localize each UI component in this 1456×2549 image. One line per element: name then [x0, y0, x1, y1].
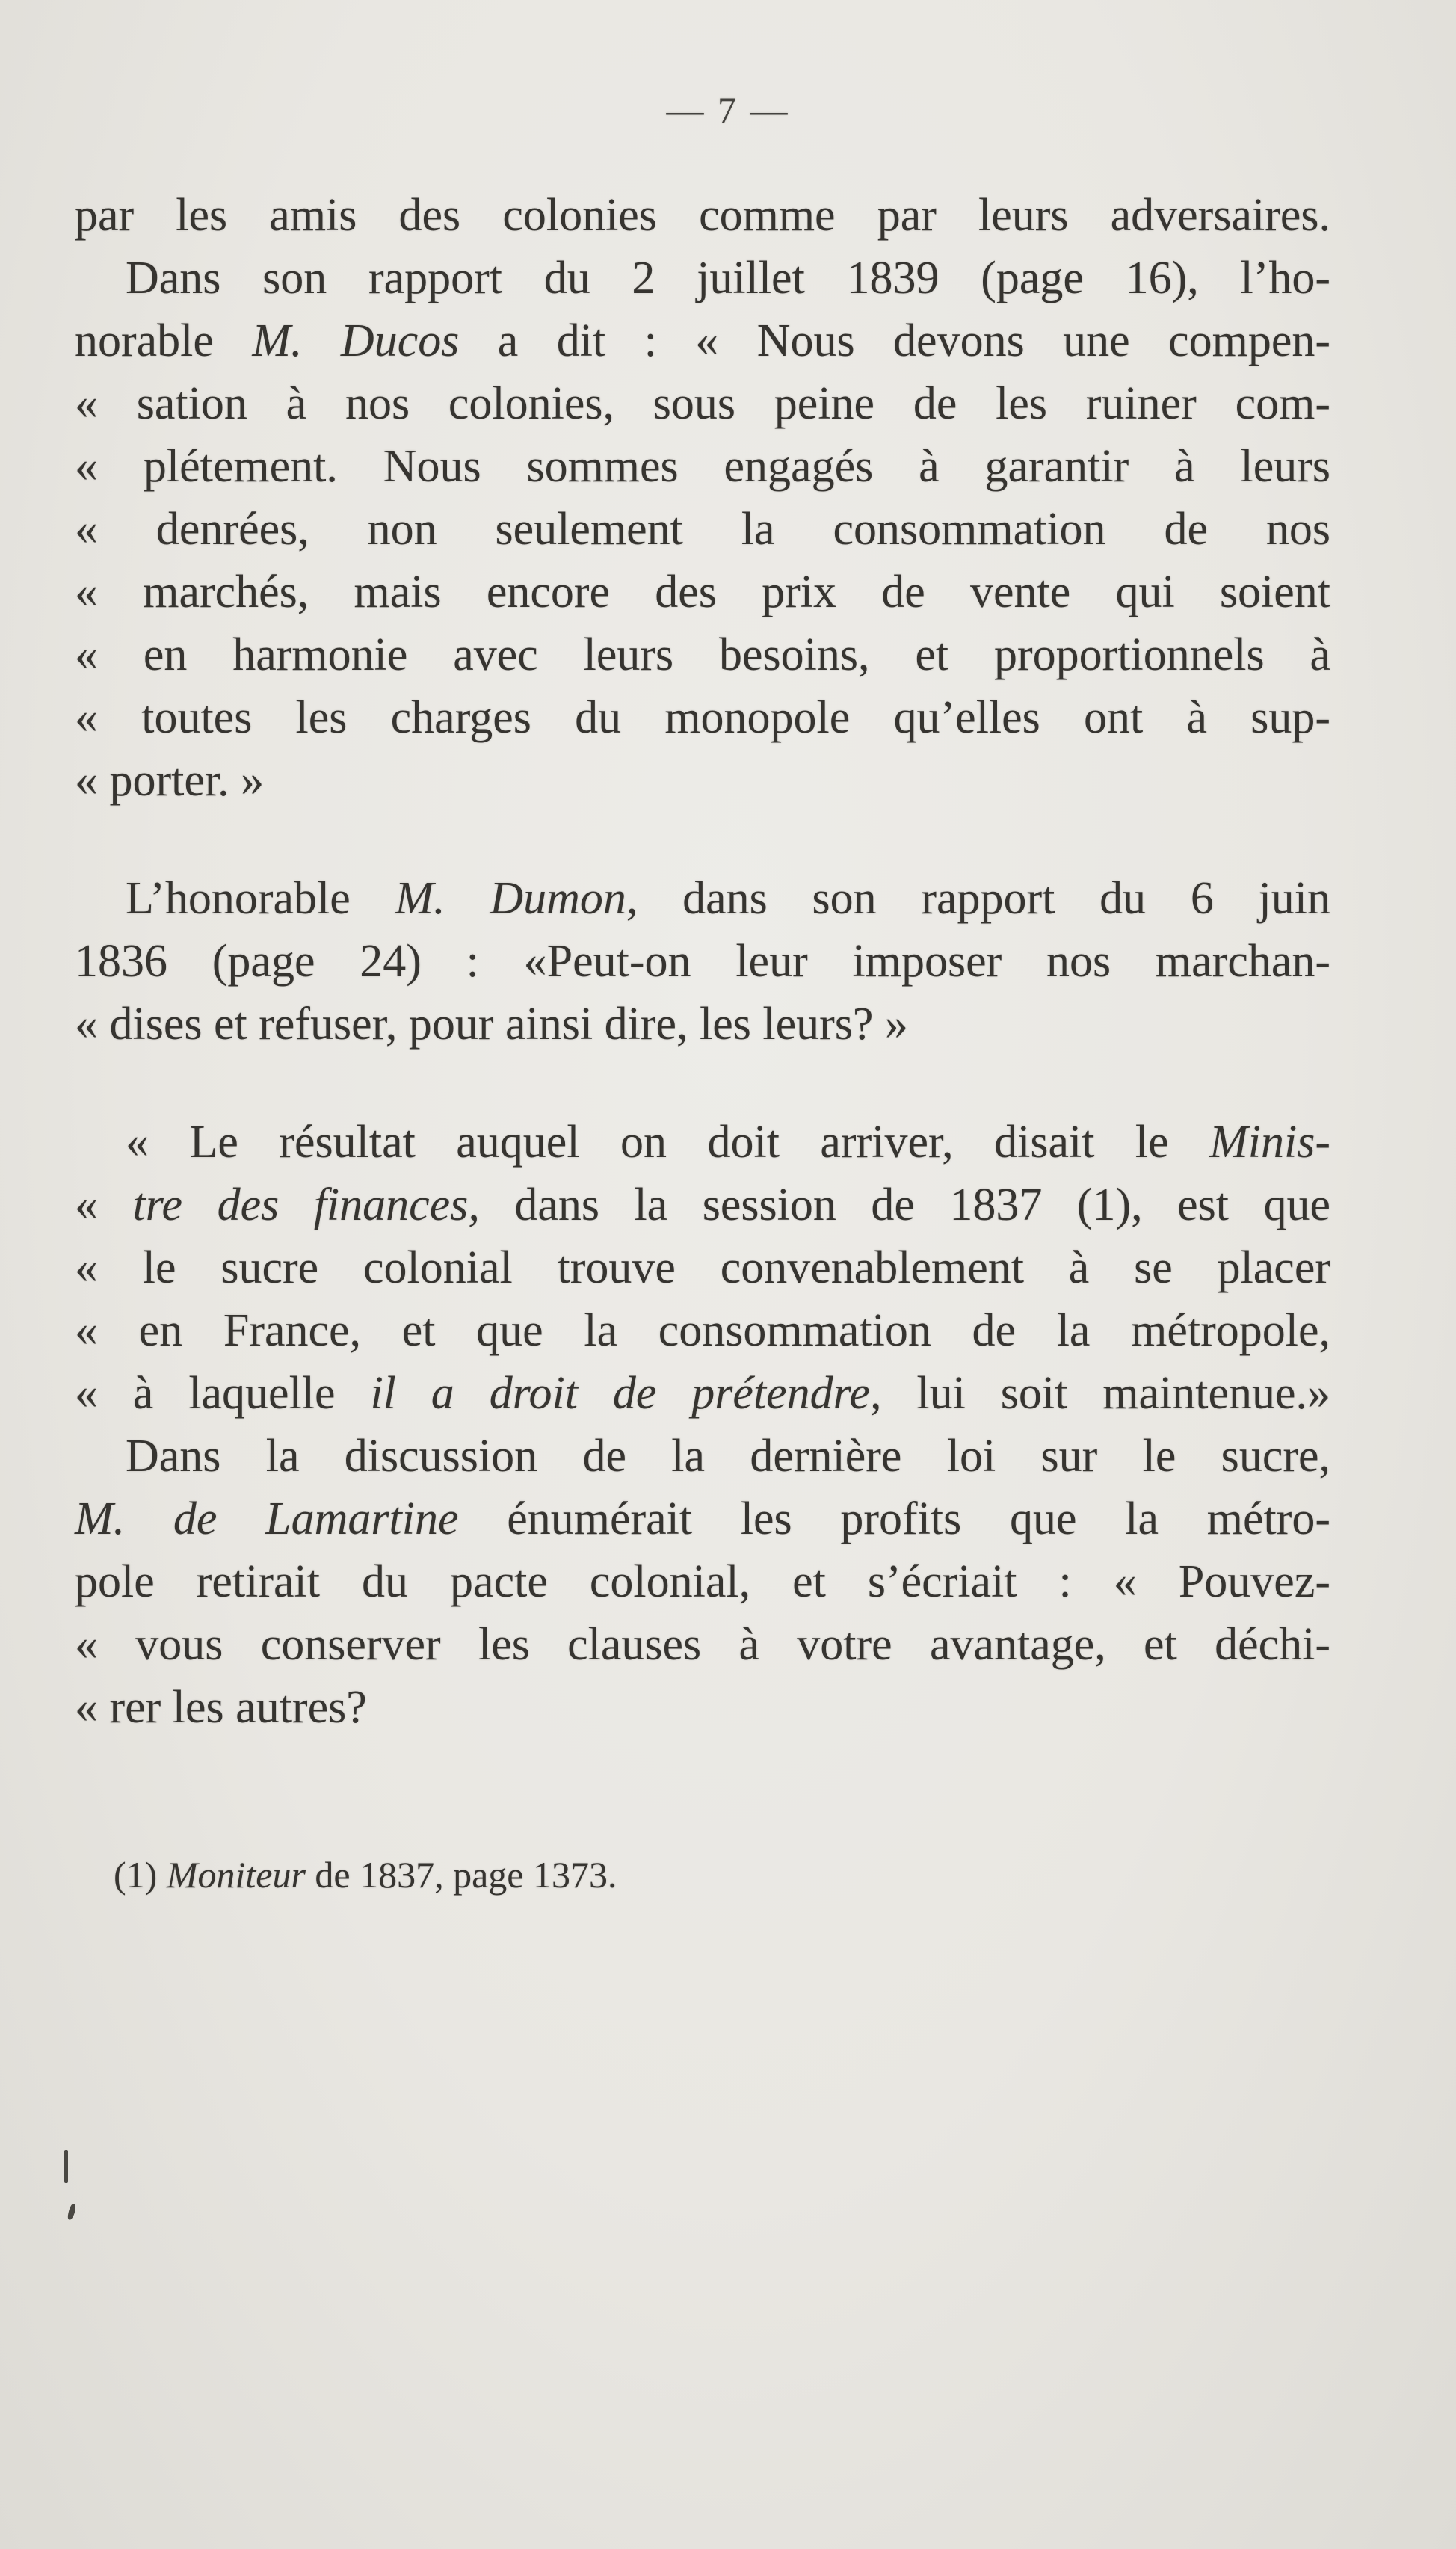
text-line: pole retirait du pacte colonial, et s’écriait : « Pouvez- [75, 1556, 1330, 1607]
text-segment: dans son rapport du 6 juin [638, 873, 1330, 924]
text-segment: lui soit maintenue.» [881, 1368, 1330, 1419]
text-line: « vous conserver les clauses à votre avantage, et déchi- [75, 1619, 1330, 1670]
text-line: « porter. » [75, 755, 265, 806]
page-number: — 7 — [666, 89, 790, 131]
text-line: « sation à nos colonies, sous peine de les ruiner com- [75, 378, 1330, 429]
text-line: 1836 (page 24) : «Peut-on leur imposer nos marchan- [75, 936, 1330, 987]
text-block [75, 184, 1330, 1739]
text-segment: a dit : « Nous devons une compen- [459, 315, 1330, 366]
text-segment: L’honorable [126, 873, 395, 924]
text-line: « denrées, non seulement la consommation de nos [75, 504, 1330, 555]
text-segment-italic: M. Ducos [252, 315, 460, 366]
text-line: « marchés, mais encore des prix de vente qui soient [75, 567, 1330, 617]
text-segment: « à laquelle [75, 1368, 371, 1419]
text-segment: norable [75, 315, 253, 366]
text-line: par les amis des colonies comme par leurs adversaires. [75, 190, 1330, 241]
text-line: « en France, et que la consommation de la métropole, [75, 1305, 1330, 1356]
footnote-marker: (1) [114, 1854, 167, 1896]
text-line: « rer les autres? [75, 1682, 367, 1733]
footnote-text: de 1837, page 1373. [305, 1854, 617, 1896]
text-segment-italic: Minis- [1209, 1117, 1330, 1168]
text-line [75, 1362, 1330, 1425]
text-segment: énumérait les profits que la métro- [458, 1494, 1330, 1544]
text-segment: « Le résultat auquel on doit arriver, disait le [126, 1117, 1210, 1168]
text-line [75, 1174, 1330, 1236]
text-segment-italic: il a droit de prétendre, [370, 1368, 882, 1419]
text-segment-italic: tre des finances, [132, 1180, 480, 1230]
text-line [75, 309, 1330, 372]
text-segment: « [75, 1180, 133, 1230]
footnote [114, 1852, 1456, 1897]
text-line: Dans la discussion de la dernière loi sur le sucre, [126, 1431, 1330, 1482]
text-segment: dans la session de 1837 (1), est que [479, 1180, 1330, 1230]
scan-artifact [64, 2150, 68, 2183]
text-line [75, 867, 1330, 930]
text-line: « dises et refuser, pour ainsi dire, les leurs? » [75, 999, 908, 1050]
text-line [75, 1111, 1330, 1174]
text-line [75, 1488, 1330, 1550]
scan-artifact [67, 2203, 76, 2220]
text-line: « le sucre colonial trouve convenablement à se placer [75, 1242, 1330, 1293]
text-line: Dans son rapport du 2 juillet 1839 (page 16), l’ho- [126, 253, 1330, 303]
text-line: « toutes les charges du monopole qu’elles ont à sup- [75, 692, 1330, 743]
text-line: « en harmonie avec leurs besoins, et proportionnels à [75, 629, 1330, 680]
footnote-title-italic: Moniteur [166, 1854, 306, 1896]
text-segment-italic: M. de Lamartine [75, 1494, 459, 1544]
text-segment-italic: M. Dumon, [395, 873, 638, 924]
text-line: « plétement. Nous sommes engagés à garantir à leurs [75, 441, 1330, 492]
